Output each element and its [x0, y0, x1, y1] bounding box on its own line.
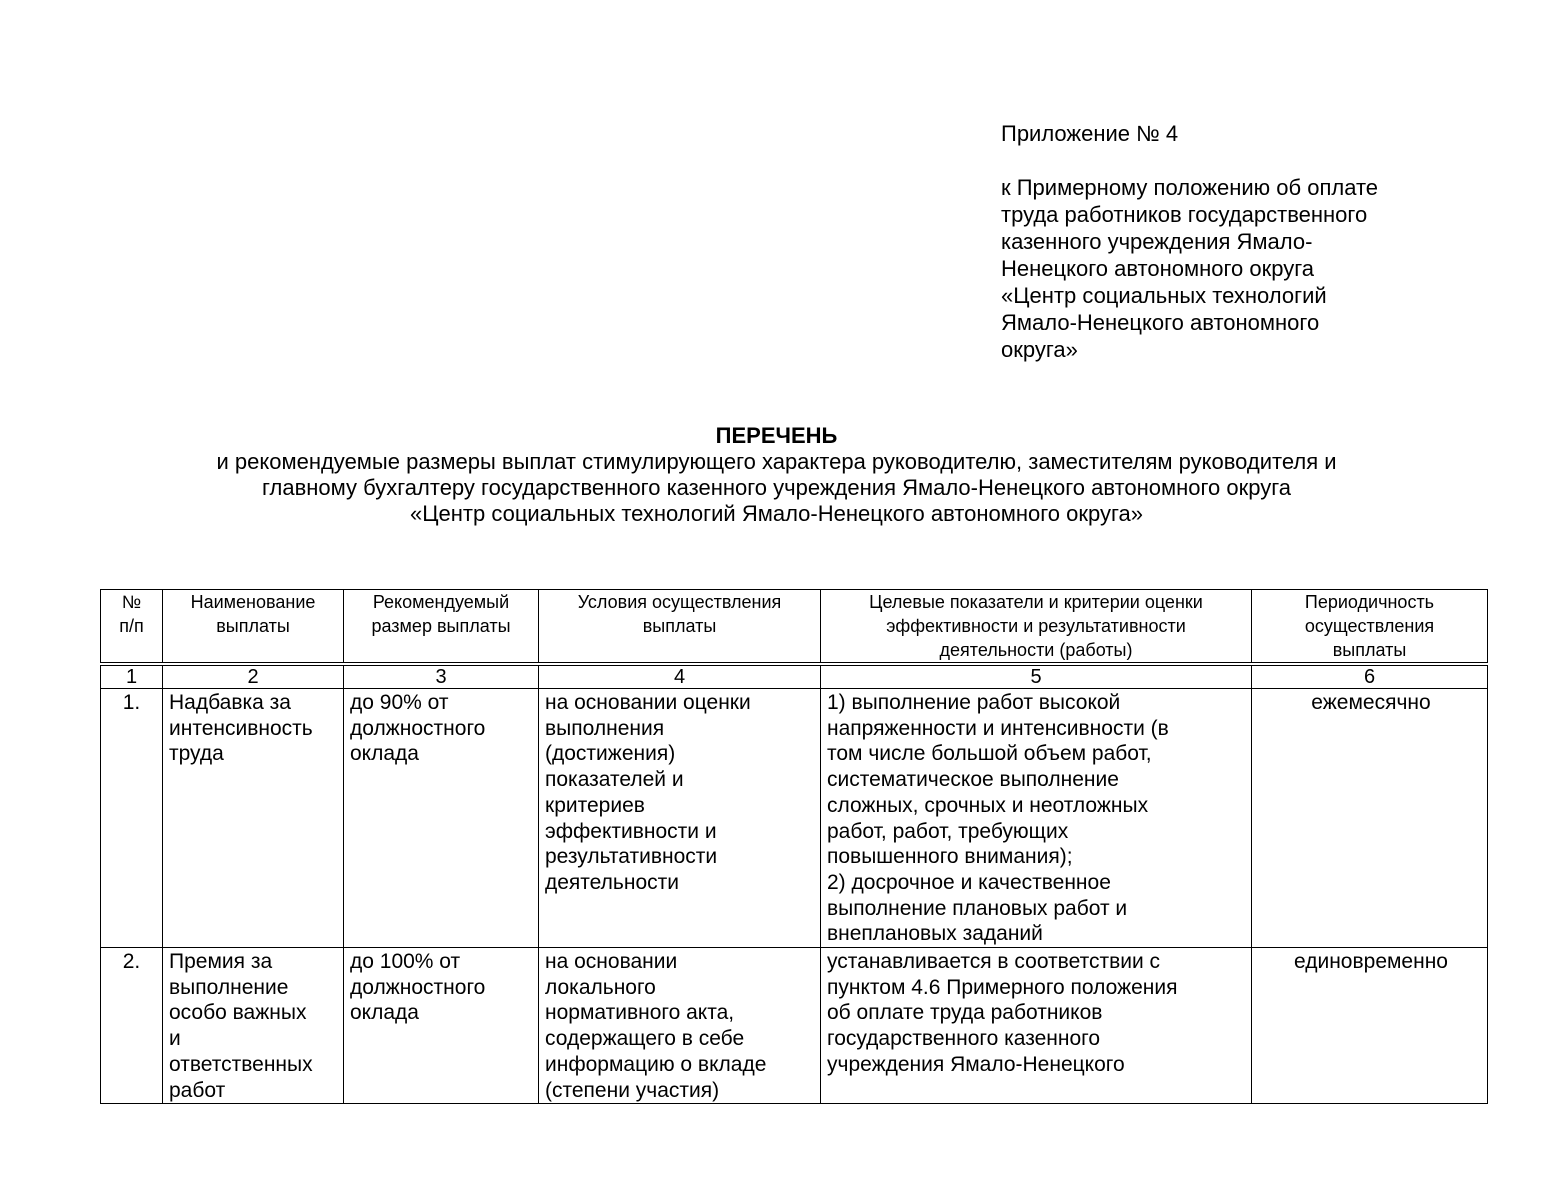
appendix-line: к Примерному положению об оплате — [1001, 175, 1379, 200]
appendix-line: труда работников государственного — [1001, 202, 1368, 227]
appendix-title: Приложение № 4 — [1001, 121, 1179, 146]
appendix-block — [1001, 120, 1471, 363]
table-row — [101, 689, 1488, 948]
payments-table — [100, 589, 1488, 1104]
column-numbers-row — [101, 664, 1488, 689]
appendix-line: округа» — [1001, 337, 1078, 362]
payment-name-cell: Премия за выполнение особо важных и ответственных работ — [163, 948, 344, 1104]
document-subtitle-line: и рекомендуемые размеры выплат стимулирующего характера руководителю, заместителям руководителя и — [216, 449, 1337, 474]
periodicity-cell: единовременно — [1252, 948, 1488, 1104]
table-row — [101, 948, 1488, 1104]
column-number: 3 — [344, 664, 539, 689]
header-criteria: Целевые показатели и критерии оценки эффективности и результативности деятельности (работы) — [821, 590, 1252, 665]
periodicity-cell: ежемесячно — [1252, 689, 1488, 948]
document-title: ПЕРЕЧЕНЬ — [715, 423, 838, 448]
appendix-line: «Центр социальных технологий — [1001, 283, 1327, 308]
column-number: 5 — [821, 664, 1252, 689]
header-number: № п/п — [101, 590, 163, 665]
criteria-cell: 1) выполнение работ высокой напряженности и интенсивности (в том числе большой объем работ, систематическое выполнение сложных, срочных и неотложных работ, работ, требующих повышенного внимания); 2) досрочное и качественное выполнение плановых работ и внеплановых заданий — [821, 689, 1252, 948]
column-number: 2 — [163, 664, 344, 689]
header-periodicity: Периодичность осуществления выплаты — [1252, 590, 1488, 665]
conditions-cell: на основании оценки выполнения (достижения) показателей и критериев эффективности и результативности деятельности — [539, 689, 821, 948]
column-number: 6 — [1252, 664, 1488, 689]
header-conditions: Условия осуществления выплаты — [539, 590, 821, 665]
appendix-text — [1001, 174, 1471, 363]
document-heading — [60, 423, 1493, 527]
conditions-cell: на основании локального нормативного акта, содержащего в себе информацию о вкладе (степени участия) — [539, 948, 821, 1104]
appendix-line: казенного учреждения Ямало- — [1001, 229, 1313, 254]
payment-name-cell: Надбавка за интенсивность труда — [163, 689, 344, 948]
header-payment-name: Наименование выплаты — [163, 590, 344, 665]
recommended-size-cell: до 90% от должностного оклада — [344, 689, 539, 948]
table-header-row — [101, 590, 1488, 665]
recommended-size-cell: до 100% от должностного оклада — [344, 948, 539, 1104]
criteria-cell: устанавливается в соответствии с пунктом 4.6 Примерного положения об оплате труда работников государственного казенного учреждения Ямало-Ненецкого — [821, 948, 1252, 1104]
header-recommended-size: Рекомендуемый размер выплаты — [344, 590, 539, 665]
document-subtitle-line: «Центр социальных технологий Ямало-Ненецкого автономного округа» — [410, 501, 1143, 526]
column-number: 1 — [101, 664, 163, 689]
appendix-line: Ямало-Ненецкого автономного — [1001, 310, 1320, 335]
column-number: 4 — [539, 664, 821, 689]
row-number: 2. — [101, 948, 163, 1104]
document-subtitle-line: главному бухгалтеру государственного казенного учреждения Ямало-Ненецкого автономного округа — [261, 475, 1292, 500]
row-number: 1. — [101, 689, 163, 948]
appendix-line: Ненецкого автономного округа — [1001, 256, 1315, 281]
